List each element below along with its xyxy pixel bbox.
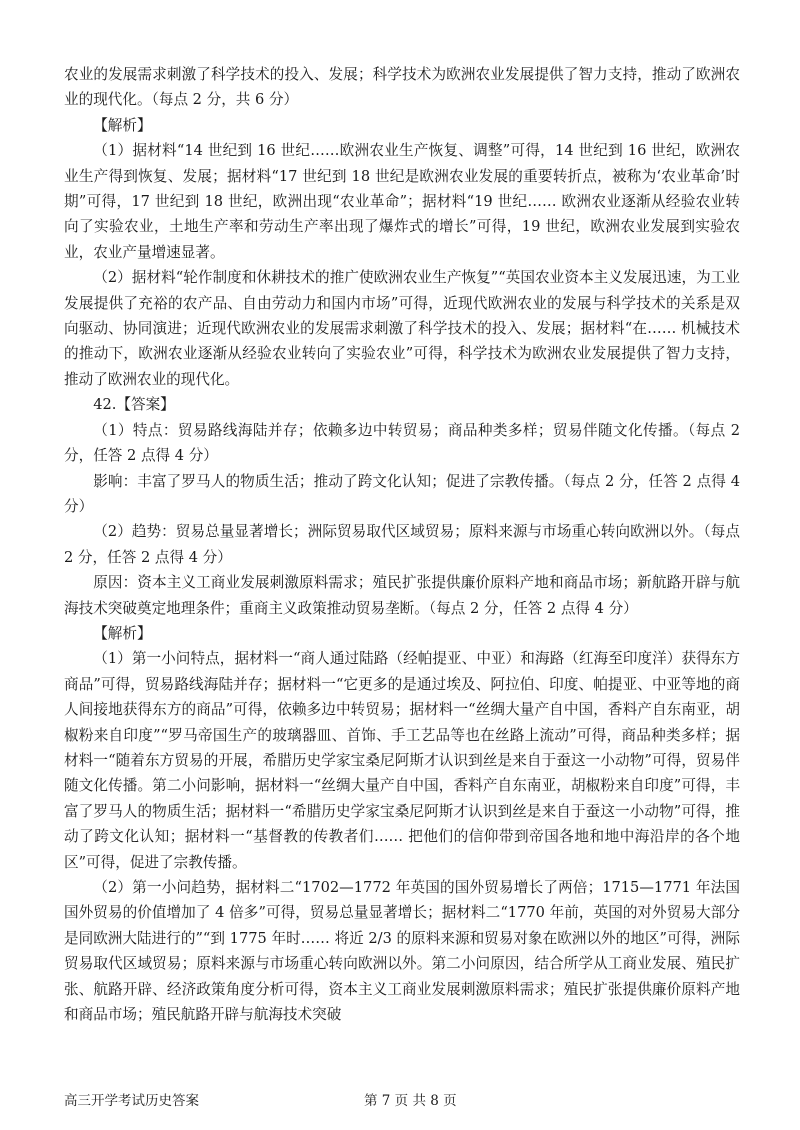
- footer-title: 高三开学考试历史答案: [64, 1093, 199, 1109]
- page-number: 第 7 页 共 8 页: [364, 1093, 457, 1109]
- paragraph-continuation: 农业的发展需求刺激了科学技术的投入、发展；科学技术为欧洲农业发展提供了智力支持，推动了欧洲农业的现代化。（每点 2 分，共 6 分）: [64, 66, 740, 109]
- analysis-paragraph: （2）据材料“轮作制度和休耕技术的推广使欧洲农业生产恢复”“英国农业资本主义发展迅速，为工业发展提供了充裕的农产品、自由劳动力和国内市场”可得，近现代欧洲农业的发展与科学技术的关系是双向驱动、协同演进；近现代欧洲农业的发展需求刺激了科学技术的投入、发展；据材料“在…… 机械技术的推动下，欧洲农业逐渐从经验农业转向了实验农业”可得，科学技术为欧洲农业发展提供了智力支持，推动了欧洲农业的现代化。: [64, 269, 740, 388]
- answer-paragraph: （1）特点：贸易路线海陆并存；依赖多边中转贸易；商品种类多样；贸易伴随文化传播。（每点 2 分，任答 2 点得 4 分）: [64, 421, 740, 465]
- analysis-heading: 【解析】: [93, 624, 152, 642]
- analysis-paragraph: （1）第一小问特点，据材料一“商人通过陆路（经帕提亚、中亚）和海路（红海至印度洋）获得东方商品”可得，贸易路线海陆并存；据材料一“它更多的是通过埃及、阿拉伯、印度、帕提亚、中亚等地的商人间接地获得东方的商品”可得，依赖多边中转贸易；据材料一“丝绸大量产自中国，香料产自东南亚，胡椒粉来自印度”“罗马帝国生产的玻璃器皿、首饰、手工艺品等也在丝路上流动”可得，商品种类多样；据材料一“随着东方贸易的开展，希腊历史学家宝桑尼阿斯才认识到丝是来自于蚕这一小动物”可得，贸易伴随文化传播。第二小问影响，据材料一“丝绸大量产自中国，香料产自东南亚，胡椒粉来自印度”可得，丰富了罗马人的物质生活；据材料一“希腊历史学家宝桑尼阿斯才认识到丝是来自于蚕这一小动物”可得，推动了跨文化认知；据材料一“基督教的传教者们…… 把他们的信仰带到帝国各地和地中海沿岸的各个地区”可得，促进了宗教传播。: [64, 650, 740, 871]
- answer-paragraph: （2）趋势：贸易总量显著增长；洲际贸易取代区域贸易；原料来源与市场重心转向欧洲以外。（每点 2 分，任答 2 点得 4 分）: [64, 523, 740, 566]
- question-answer-heading: 42.【答案】: [93, 396, 175, 414]
- analysis-paragraph: （2）第一小问趋势，据材料二“1702—1772 年英国的国外贸易增长了两倍；1715—1771 年法国国外贸易的价值增加了 4 倍多”可得，贸易总量显著增长；据材料二“1770 年前，英国的对外贸易大部分是同欧洲大陆进行的”“到 1775 年时…… 将近 2/3 的原料来源和贸易对象在欧洲以外的地区”可得，洲际贸易取代区域贸易；原料来源与市场重心转向欧洲以外。第二小问原因，结合所学从工商业发展、殖民扩张、航路开辟、经济政策角度分析可得，资本主义工商业发展刺激原料需求；殖民扩张提供廉价原料产地和商品市场；殖民航路开辟与航海技术突破: [64, 879, 740, 1024]
- answer-paragraph: 影响：丰富了罗马人的物质生活；推动了跨文化认知；促进了宗教传播。（每点 2 分，任答 2 点得 4 分）: [64, 472, 740, 515]
- answer-content: [64, 62, 740, 1027]
- analysis-heading: 【解析】: [93, 116, 152, 134]
- analysis-paragraph: （1）据材料“14 世纪到 16 世纪……欧洲农业生产恢复、调整”可得，14 世纪到 16 世纪，欧洲农业生产得到恢复、发展；据材料“17 世纪到 18 世纪是欧洲农业发展的重要转折点，被称为‘农业革命’时期”可得，17 世纪到 18 世纪，欧洲出现“农业革命”；据材料“19 世纪…… 欧洲农业逐渐从经验农业转向了实验农业，土地生产率和劳动生产率出现了爆炸式的增长”可得，19 世纪，欧洲农业发展到实验农业，农业产量增速显著。: [64, 142, 740, 261]
- answer-paragraph: 原因：资本主义工商业发展刺激原料需求；殖民扩张提供廉价原料产地和商品市场；新航路开辟与航海技术突破奠定地理条件；重商主义政策推动贸易垄断。（每点 2 分，任答 2 点得 4 分）: [64, 574, 740, 617]
